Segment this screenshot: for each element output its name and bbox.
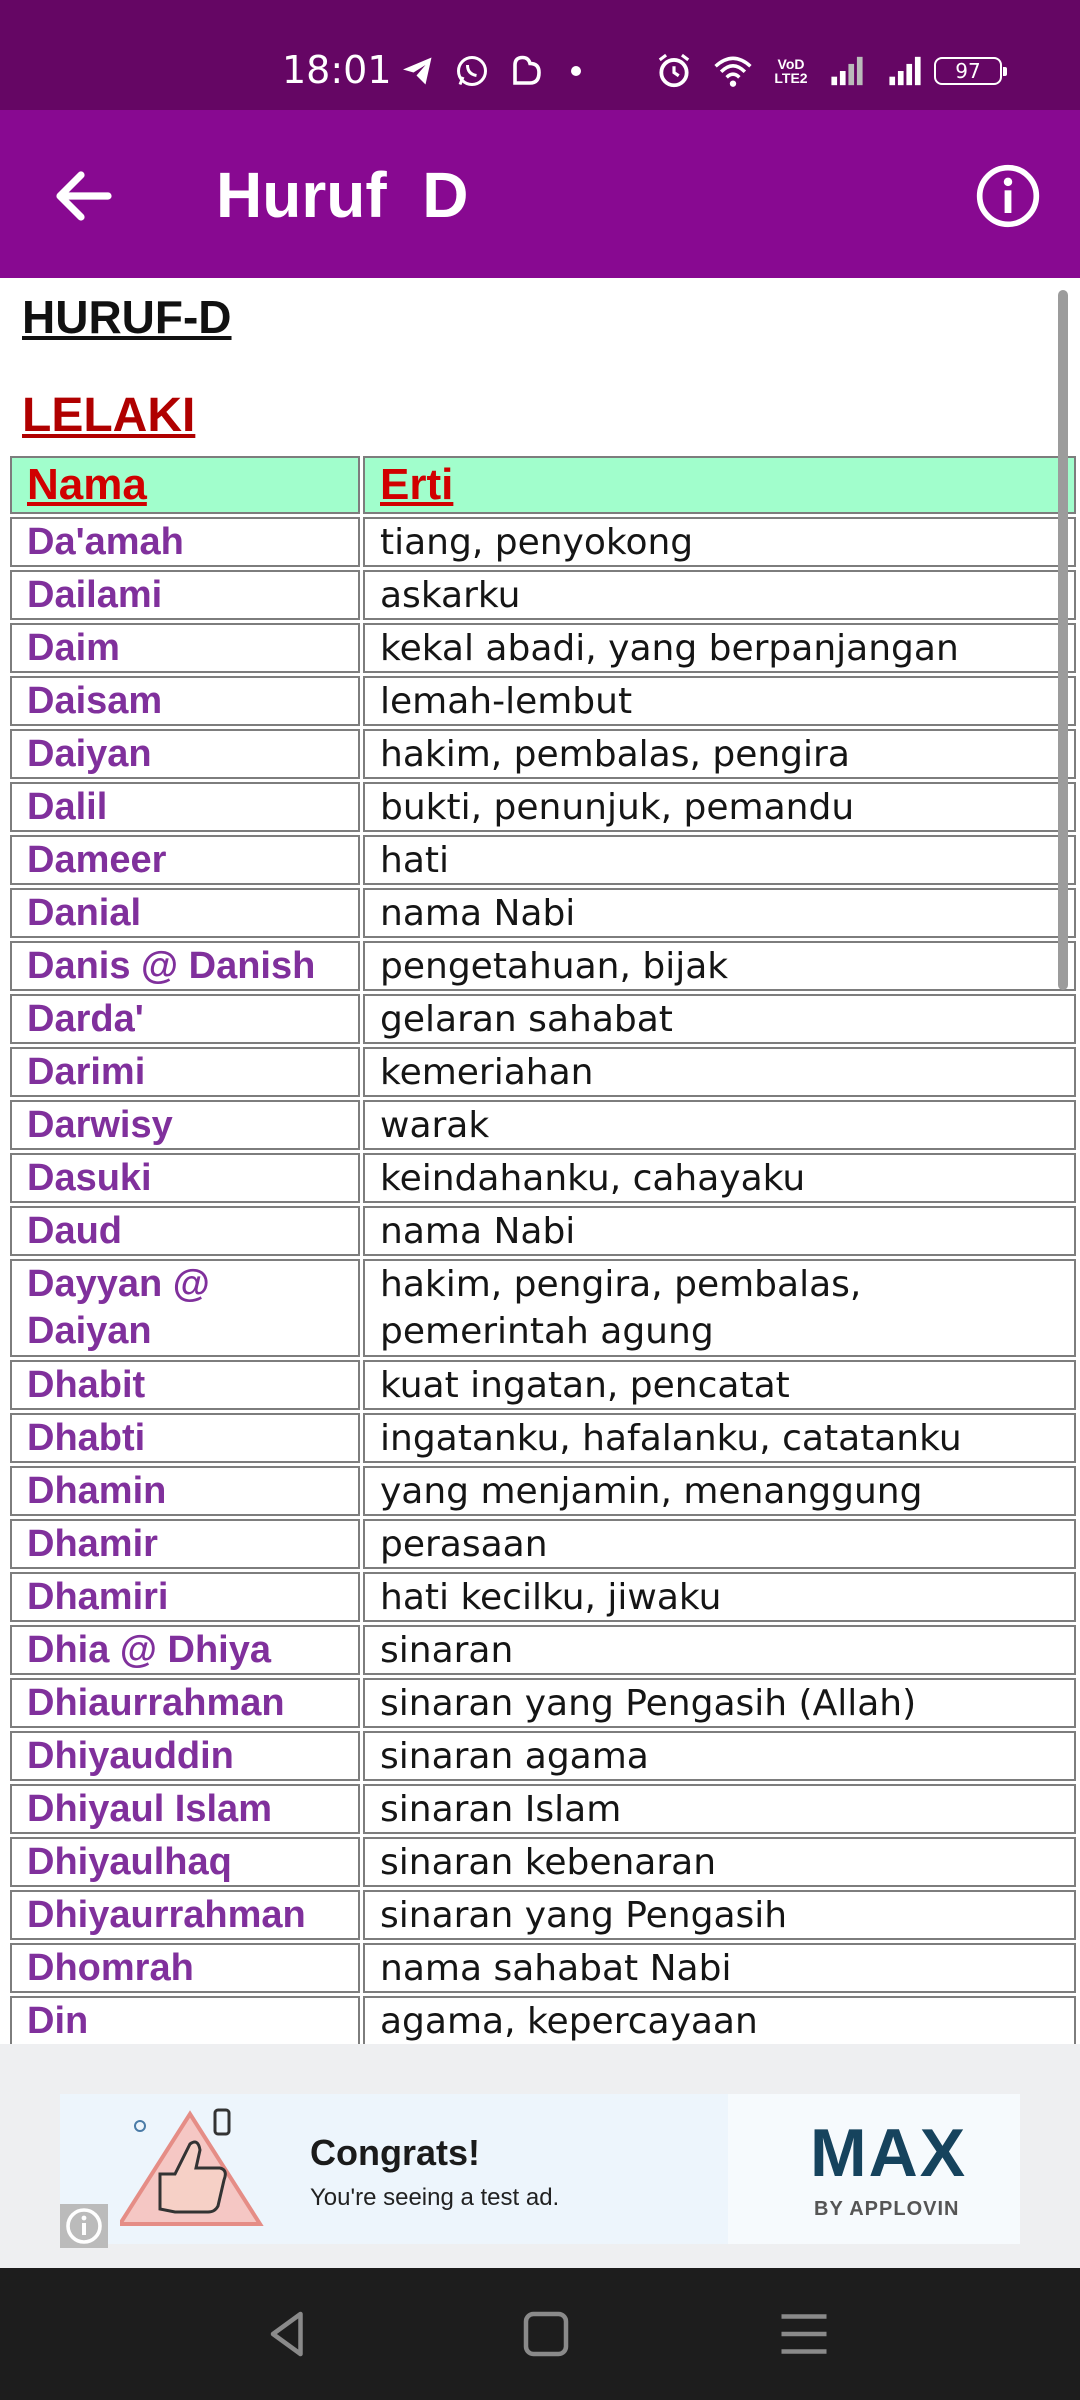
ad-info-icon[interactable] xyxy=(60,2204,108,2248)
home-square-icon[interactable] xyxy=(516,2304,576,2364)
meaning-cell: keindahanku, cahayaku xyxy=(363,1153,1076,1203)
name-cell: Daud xyxy=(10,1206,360,1256)
meaning-cell: agama, kepercayaan xyxy=(363,1996,1076,2044)
meaning-cell: sinaran yang Pengasih (Allah) xyxy=(363,1678,1076,1728)
table-row xyxy=(10,1360,1076,1410)
wifi-icon xyxy=(711,52,755,90)
dot-icon xyxy=(564,53,588,89)
meaning-cell: sinaran kebenaran xyxy=(363,1837,1076,1887)
table-row xyxy=(10,1413,1076,1463)
table-row xyxy=(10,1153,1076,1203)
table-row xyxy=(10,1206,1076,1256)
table-row xyxy=(10,941,1076,991)
meaning-cell: perasaan xyxy=(363,1519,1076,1569)
table-row xyxy=(10,729,1076,779)
back-triangle-icon[interactable] xyxy=(258,2304,318,2364)
name-cell: Dhia @ Dhiya xyxy=(10,1625,360,1675)
battery-indicator: 97 xyxy=(934,57,1002,85)
name-cell: Daisam xyxy=(10,676,360,726)
table-row xyxy=(10,1996,1076,2044)
name-cell: Dhiyaul Islam xyxy=(10,1784,360,1834)
alarm-icon xyxy=(655,52,693,90)
status-bar xyxy=(0,0,1080,110)
page-title: Huruf D xyxy=(216,159,469,231)
meaning-cell: hakim, pembalas, pengira xyxy=(363,729,1076,779)
meaning-cell: kemeriahan xyxy=(363,1047,1076,1097)
name-cell: Din xyxy=(10,1996,360,2044)
table-row xyxy=(10,835,1076,885)
meaning-cell: kuat ingatan, pencatat xyxy=(363,1360,1076,1410)
name-cell: Daim xyxy=(10,623,360,673)
notification-icons xyxy=(400,48,606,94)
names-table xyxy=(7,453,1079,2044)
table-row xyxy=(10,1784,1076,1834)
column-header-name: Nama xyxy=(10,456,360,514)
table-header-row xyxy=(10,456,1076,514)
whatsapp-icon xyxy=(454,53,490,89)
table-row xyxy=(10,1519,1076,1569)
name-cell: Dameer xyxy=(10,835,360,885)
navigation-bar xyxy=(0,2268,1080,2400)
name-cell: Danial xyxy=(10,888,360,938)
ad-brand-subtitle: BY APPLOVIN xyxy=(814,2198,960,2220)
ad-banner[interactable] xyxy=(0,2044,1080,2268)
meaning-cell: ingatanku, hafalanku, catatanku xyxy=(363,1413,1076,1463)
cloud-icon xyxy=(508,53,546,89)
meaning-cell: sinaran Islam xyxy=(363,1784,1076,1834)
meaning-cell: askarku xyxy=(363,570,1076,620)
heading-huruf: HURUF-D xyxy=(22,291,232,343)
meaning-cell: nama Nabi xyxy=(363,888,1076,938)
ad-brand-logo: MAX xyxy=(810,2115,968,2191)
meaning-cell: warak xyxy=(363,1100,1076,1150)
table-row xyxy=(10,517,1076,567)
table-row xyxy=(10,676,1076,726)
name-cell: Dalil xyxy=(10,782,360,832)
signal-icon xyxy=(827,54,867,88)
meaning-cell: nama sahabat Nabi xyxy=(363,1943,1076,1993)
system-icons xyxy=(655,48,943,94)
signal-icon xyxy=(885,54,925,88)
status-time: 18:01 xyxy=(282,48,392,92)
table-row xyxy=(10,994,1076,1044)
meaning-cell: sinaran agama xyxy=(363,1731,1076,1781)
ad-subtitle: You're seeing a test ad. xyxy=(310,2184,560,2211)
table-row xyxy=(10,888,1076,938)
name-cell: Da'amah xyxy=(10,517,360,567)
meaning-cell: sinaran yang Pengasih xyxy=(363,1890,1076,1940)
menu-lines-icon[interactable] xyxy=(774,2304,834,2364)
meaning-cell: pengetahuan, bijak xyxy=(363,941,1076,991)
table-row xyxy=(10,1890,1076,1940)
meaning-cell: hati kecilku, jiwaku xyxy=(363,1572,1076,1622)
table-row xyxy=(10,623,1076,673)
table-body xyxy=(10,517,1076,2044)
table-row xyxy=(10,1731,1076,1781)
name-cell: Darimi xyxy=(10,1047,360,1097)
table-row xyxy=(10,1100,1076,1150)
scrollbar[interactable] xyxy=(1058,290,1068,990)
telegram-icon xyxy=(400,53,436,89)
meaning-cell: gelaran sahabat xyxy=(363,994,1076,1044)
table-row xyxy=(10,782,1076,832)
section-title: LELAKI xyxy=(22,389,196,442)
meaning-cell: sinaran xyxy=(363,1625,1076,1675)
app-bar xyxy=(0,110,1080,278)
name-cell: Dhiaurrahman xyxy=(10,1678,360,1728)
volte-icon: VoD LTE2 xyxy=(774,56,808,86)
name-cell: Dhiyaulhaq xyxy=(10,1837,360,1887)
table-row xyxy=(10,1259,1076,1357)
name-cell: Dhabit xyxy=(10,1360,360,1410)
info-button[interactable] xyxy=(974,162,1042,230)
meaning-cell: yang menjamin, menanggung xyxy=(363,1466,1076,1516)
name-cell: Dhamir xyxy=(10,1519,360,1569)
meaning-cell: hakim, pengira, pembalas, pemerintah agung xyxy=(363,1259,1076,1357)
table-row xyxy=(10,1837,1076,1887)
back-button[interactable] xyxy=(48,160,120,232)
name-cell: Dhamiri xyxy=(10,1572,360,1622)
meaning-cell: hati xyxy=(363,835,1076,885)
name-cell: Darwisy xyxy=(10,1100,360,1150)
name-cell: Danis @ Danish xyxy=(10,941,360,991)
name-cell: Darda' xyxy=(10,994,360,1044)
meaning-cell: bukti, penunjuk, pemandu xyxy=(363,782,1076,832)
meaning-cell: kekal abadi, yang berpanjangan xyxy=(363,623,1076,673)
column-header-meaning: Erti xyxy=(363,456,1076,514)
name-cell: Daiyan xyxy=(10,729,360,779)
table-row xyxy=(10,1678,1076,1728)
name-cell: Dhomrah xyxy=(10,1943,360,1993)
table-row xyxy=(10,1625,1076,1675)
meaning-cell: lemah-lembut xyxy=(363,676,1076,726)
table-row xyxy=(10,1572,1076,1622)
ad-title: Congrats! xyxy=(310,2132,480,2173)
table-row xyxy=(10,1943,1076,1993)
content-webview[interactable] xyxy=(0,278,1080,2044)
meaning-cell: nama Nabi xyxy=(363,1206,1076,1256)
table-row xyxy=(10,1466,1076,1516)
name-cell: Dhabti xyxy=(10,1413,360,1463)
table-row xyxy=(10,570,1076,620)
name-cell: Dhamin xyxy=(10,1466,360,1516)
name-cell: Dhiyaurrahman xyxy=(10,1890,360,1940)
thumbs-up-icon xyxy=(120,2104,270,2234)
table-row xyxy=(10,1047,1076,1097)
name-cell: Dailami xyxy=(10,570,360,620)
meaning-cell: tiang, penyokong xyxy=(363,517,1076,567)
name-cell: Dasuki xyxy=(10,1153,360,1203)
name-cell: Dhiyauddin xyxy=(10,1731,360,1781)
name-cell: Dayyan @ Daiyan xyxy=(10,1259,360,1357)
